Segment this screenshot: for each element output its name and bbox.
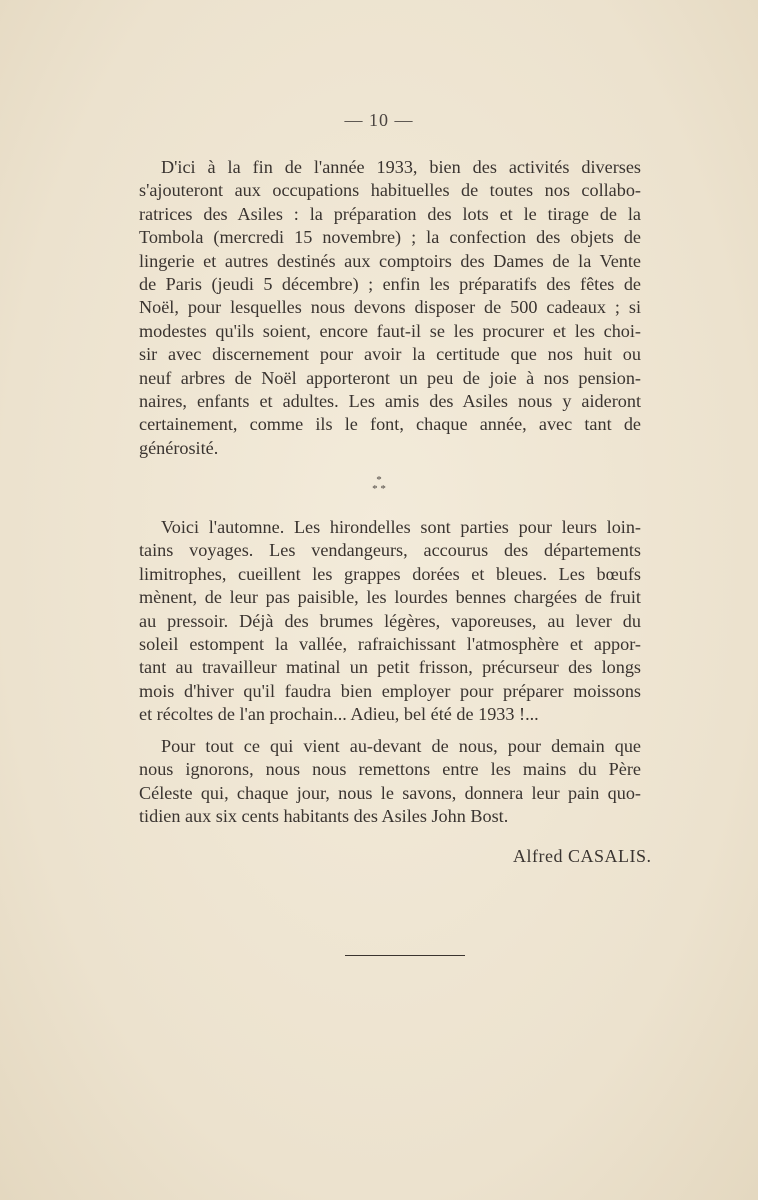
asterism-top: *	[376, 474, 382, 486]
text-line: lingerie et autres destinés aux comptoirs des Dames de la Vente	[139, 250, 641, 271]
text-line: nous ignorons, nous nous remettons entre les mains du Père	[139, 759, 641, 780]
text-line: naires, enfants et adultes. Les amis des Asiles nous y aideront	[139, 391, 641, 412]
text-line: tant au travailleur matinal un petit frisson, précurseur des longs	[139, 657, 641, 678]
text-line: soleil estompent la vallée, rafraichissant l'atmosphère et appor-	[139, 634, 641, 655]
text-line: Céleste qui, chaque jour, nous le savons, donnera leur pain quo-	[139, 782, 641, 803]
text-line: mènent, de leur pas paisible, les lourdes bennes chargées de fruit	[139, 587, 641, 608]
paragraph-1	[139, 156, 641, 460]
text-line: Pour tout ce qui vient au-devant de nous, pour demain que	[161, 736, 641, 756]
closing-rule	[345, 955, 465, 956]
text-line: ratrices des Asiles : la préparation des lots et le tirage de la	[139, 203, 641, 224]
text-line: Noël, pour lesquelles nous devons disposer de 500 cadeaux ; si	[139, 297, 641, 318]
paragraph-2	[139, 516, 641, 727]
text-line: et récoltes de l'an prochain... Adieu, bel été de 1933 !...	[139, 704, 539, 725]
text-line: au pressoir. Déjà des brumes légères, vaporeuses, au lever du	[139, 610, 641, 631]
text-line: modestes qu'ils soient, encore faut-il se les procurer et les choi-	[139, 320, 641, 341]
asterism-separator	[0, 476, 758, 494]
paragraph-3	[139, 735, 641, 829]
text-line: générosité.	[139, 437, 219, 458]
text-line: certainement, comme ils le font, chaque année, avec tant de	[139, 414, 641, 435]
text-line: limitrophes, cueillent les grappes dorées et bleues. Les bœufs	[139, 563, 641, 584]
text-line: de Paris (jeudi 5 décembre) ; enfin les préparatifs des fêtes de	[139, 274, 641, 295]
text-line: D'ici à la fin de l'année 1933, bien des activités diverses	[161, 157, 641, 177]
text-line: s'ajouteront aux occupations habituelles de toutes nos collabo-	[139, 180, 641, 201]
text-line: tidien aux six cents habitants des Asiles John Bost.	[139, 806, 509, 827]
text-line: sir avec discernement pour avoir la certitude que nos huit ou	[139, 344, 641, 365]
text-line: Voici l'automne. Les hirondelles sont parties pour leurs loin-	[161, 517, 641, 537]
page-number: — 10 —	[344, 110, 414, 130]
text-line: tains voyages. Les vendangeurs, accourus des départements	[139, 540, 641, 561]
text-line: neuf arbres de Noël apporteront un peu de joie à nos pension-	[139, 367, 641, 388]
text-line: Tombola (mercredi 15 novembre) ; la confection des objets de	[139, 227, 641, 248]
asterism-bottom: * *	[372, 483, 386, 495]
signature: Alfred CASALIS.	[513, 846, 652, 866]
text-line: mois d'hiver qu'il faudra bien employer pour préparer moissons	[139, 680, 641, 701]
